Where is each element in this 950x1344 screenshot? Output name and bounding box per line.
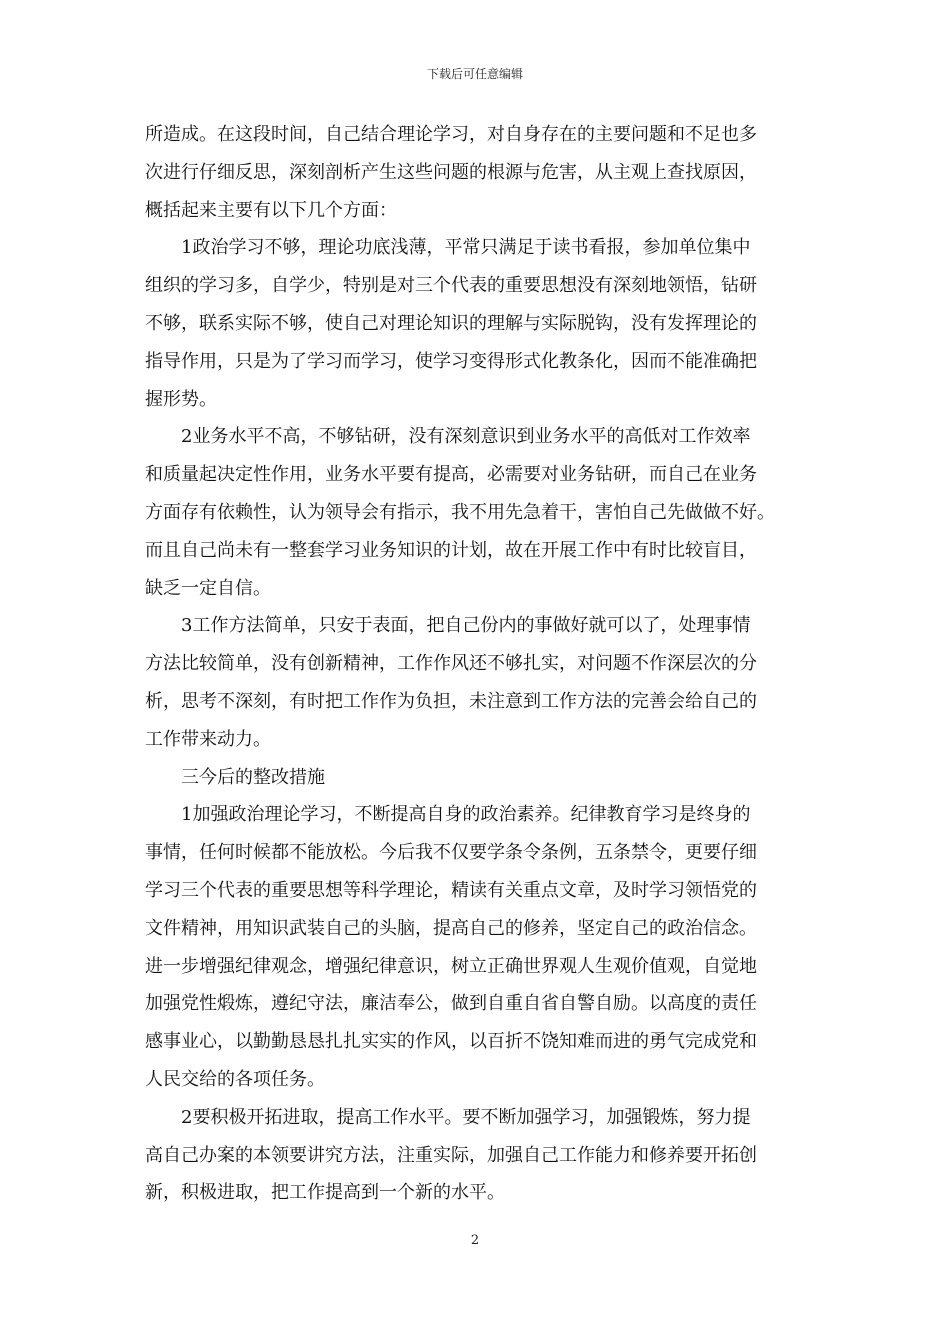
document-body (145, 116, 807, 1212)
text-line: 2要积极开拓进取，提高工作水平。要不断加强学习，加强锻炼，努力提 (181, 1106, 751, 1128)
text-line: 进一步增强纪律观念，增强纪律意识，树立正确世界观人生观价值观，自觉地 (145, 955, 757, 977)
text-line: 感事业心，以勤勤恳恳扎扎实实的作风，以百折不饶知难而进的勇气完成党和 (145, 1031, 757, 1053)
text-line: 事情，任何时候都不能放松。今后我不仅要学条令条例，五条禁令，更要仔细 (145, 842, 757, 864)
text-line: 而且自己尚未有一整套学习业务知识的计划，故在开展工作中有时比较盲目， (145, 539, 757, 561)
text-line: 所造成。在这段时间，自己结合理论学习，对自身存在的主要问题和不足也多 (145, 124, 757, 145)
text-line: 缺乏一定自信。 (145, 577, 271, 599)
text-line: 人民交给的各项任务。 (145, 1068, 325, 1090)
text-line: 加强党性煅炼，遵纪守法，廉洁奉公，做到自重自省自警自励。以高度的责任 (145, 993, 757, 1015)
text-line: 组织的学习多，自学少，特别是对三个代表的重要思想没有深刻地领悟，钻研 (145, 275, 757, 297)
text-line: 概括起来主要有以下几个方面： (145, 199, 397, 221)
text-line: 学习三个代表的重要思想等科学理论，精读有关重点文章，及时学习领悟党的 (145, 879, 757, 901)
text-line: 文件精神，用知识武装自己的头脑，提高自己的修养，坚定自己的政治信念。 (145, 917, 757, 939)
text-line: 方法比较简单，没有创新精神，工作作风还不够扎实，对问题不作深层次的分 (145, 653, 757, 675)
text-line: 工作带来动力。 (145, 728, 271, 750)
page-header: 下载后可任意编辑 (426, 67, 523, 81)
text-line: 1加强政治理论学习，不断提高自身的政治素养。纪律教育学习是终身的 (181, 804, 751, 826)
page-number: 2 (470, 1233, 480, 1248)
text-line: 2业务水平不高，不够钻研，没有深刻意识到业务水平的高低对工作效率 (181, 426, 751, 448)
text-line: 三今后的整改措施 (181, 766, 325, 788)
text-line: 和质量起决定性作用，业务水平要有提高，必需要对业务钻研，而自己在业务 (145, 464, 757, 486)
text-line: 析，思考不深刻，有时把工作作为负担，未注意到工作方法的完善会给自己的 (145, 690, 757, 712)
text-line: 方面存有依赖性，认为领导会有指示，我不用先急着干，害怕自己先做做不好。 (145, 501, 775, 523)
text-line: 次进行仔细反思，深刻剖析产生这些问题的根源与危害，从主观上查找原因， (145, 161, 757, 183)
text-line: 1政治学习不够，理论功底浅薄，平常只满足于读书看报，参加单位集中 (181, 237, 751, 259)
text-line: 新，积极进取，把工作提高到一个新的水平。 (145, 1182, 505, 1204)
text-line: 3工作方法简单，只安于表面，把自己份内的事做好就可以了，处理事情 (181, 615, 751, 637)
text-line: 不够，联系实际不够，使自己对理论知识的理解与实际脱钩，没有发挥理论的 (145, 312, 757, 334)
text-line: 握形势。 (145, 388, 217, 410)
text-line: 高自己办案的本领要讲究方法，注重实际，加强自己工作能力和修养要开拓创 (145, 1144, 757, 1166)
text-line: 指导作用，只是为了学习而学习，使学习变得形式化教条化，因而不能准确把 (145, 350, 757, 372)
